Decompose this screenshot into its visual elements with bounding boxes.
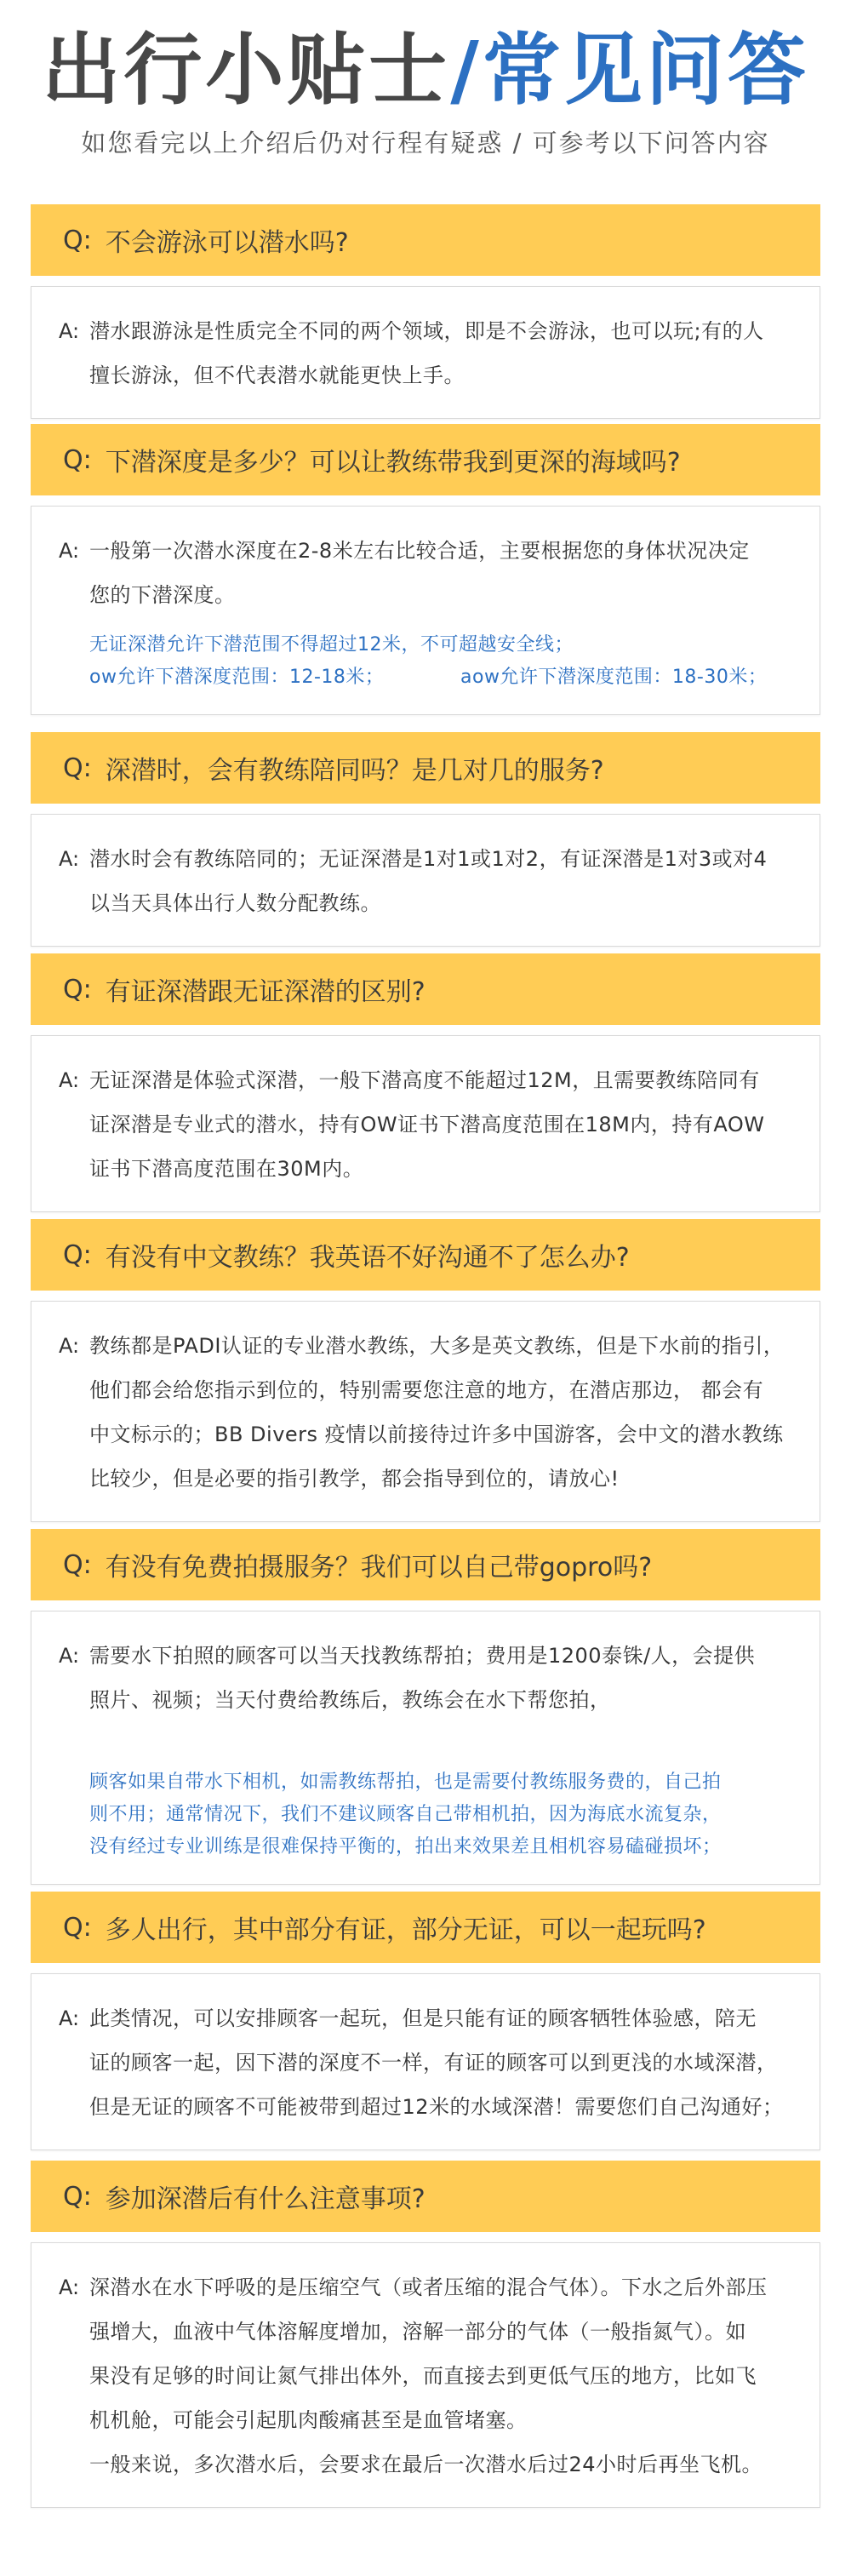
question-prefix: Q: [63, 1239, 92, 1270]
faq-item [31, 1529, 820, 1885]
answer-line: 潜水时会有教练陪同的；无证深潜是1对1或1对2，有证深潜是1对3或对4 [89, 847, 768, 871]
answer-box [31, 2242, 820, 2508]
answer-line: 中文标示的；BB Divers 疫情以前接待过许多中国游客，会中文的潜水教练 [89, 1423, 784, 1446]
answer-line: 一般第一次潜水深度在2-8米左右比较合适，主要根据您的身体状况决定 [89, 539, 750, 563]
faq-item [31, 953, 820, 1212]
answer-line: 需要水下拍照的顾客可以当天找教练帮拍；费用是1200泰铢/人，会提供 [89, 1644, 756, 1668]
aow-depth-note: aow允许下潜深度范围：18-30米； [460, 667, 768, 688]
answer-line: 他们都会给您指示到位的，特别需要您注意的地方，在潜店那边， 都会有 [89, 1378, 764, 1402]
question-bar [31, 953, 820, 1025]
question-text: 有没有免费拍摄服务？我们可以自己带gopro吗? [105, 1553, 653, 1583]
answer-line: 机机舱，可能会引起肌肉酸痛甚至是血管堵塞。 [89, 2408, 528, 2432]
question-text: 深潜时，会有教练陪同吗？是几对几的服务? [105, 756, 604, 786]
answer-prefix: A: [59, 1068, 80, 1092]
question-bar [31, 732, 820, 804]
question-prefix: Q: [63, 2181, 92, 2212]
question-text: 参加深潜后有什么注意事项? [105, 2184, 426, 2214]
answer-line: 您的下潜深度。 [89, 583, 236, 607]
question-text: 下潜深度是多少？可以让教练带我到更深的海域吗? [105, 448, 681, 478]
question-prefix: Q: [63, 753, 92, 783]
faq-item [31, 732, 820, 947]
answer-prefix: A: [59, 319, 80, 343]
question-bar [31, 2161, 820, 2232]
page-header [0, 0, 851, 179]
page-subtitle: 如您看完以上介绍后仍对行程有疑惑 / 可参考以下问答内容 [81, 129, 770, 157]
question-text: 多人出行，其中部分有证，部分无证，可以一起玩吗? [105, 1915, 706, 1945]
answer-line: 无证深潜是体验式深潜，一般下潜高度不能超过12M，且需要教练陪同有 [89, 1068, 760, 1092]
question-bar [31, 204, 820, 276]
ow-depth-note: ow允许下潜深度范围：12-18米； [89, 667, 385, 688]
faq-item [31, 2161, 820, 2508]
answer-box [31, 814, 820, 947]
question-bar [31, 424, 820, 495]
title-faq: /常见问答 [450, 25, 809, 116]
answer-box [31, 506, 820, 715]
answer-line: 比较少，但是必要的指引教学，都会指导到位的，请放心! [89, 1467, 620, 1491]
answer-box [31, 286, 820, 419]
depth-note: 无证深潜允许下潜范围不得超过12米，不可超越安全线； [89, 634, 574, 655]
answer-line: 果没有足够的时间让氮气排出体外，而直接去到更低气压的地方，比如飞 [89, 2364, 757, 2388]
answer-line: 以当天具体出行人数分配教练。 [89, 891, 381, 915]
answer-prefix: A: [59, 2275, 80, 2299]
answer-line: 潜水跟游泳是性质完全不同的两个领域，即是不会游泳，也可以玩;有的人 [89, 319, 764, 343]
question-bar [31, 1529, 820, 1600]
faq-item [31, 1892, 820, 2150]
answer-line: 证的顾客一起，因下潜的深度不一样，有证的顾客可以到更浅的水域深潜， [89, 2051, 778, 2075]
question-prefix: Q: [63, 444, 92, 475]
title-main: 出行小贴士 [42, 25, 451, 116]
answer-prefix: A: [59, 1644, 80, 1668]
question-prefix: Q: [63, 1549, 92, 1580]
answer-line: 此类情况，可以安排顾客一起玩，但是只能有证的顾客牺牲体验感，陪无 [89, 2006, 757, 2030]
question-bar [31, 1892, 820, 1963]
answer-box [31, 1035, 820, 1212]
answer-line: 证书下潜高度范围在30M内。 [89, 1157, 364, 1181]
answer-line: 但是无证的顾客不可能被带到超过12米的水域深潜！需要您们自己沟通好； [89, 2095, 784, 2119]
faq-item [31, 204, 820, 419]
answer-line: 一般来说，多次潜水后，会要求在最后一次潜水后过24小时后再坐飞机。 [89, 2453, 763, 2476]
answer-line: 教练都是PADI认证的专业潜水教练，大多是英文教练，但是下水前的指引， [89, 1334, 785, 1358]
answer-line: 深潜水在水下呼吸的是压缩空气（或者压缩的混合气体）。下水之后外部压 [89, 2275, 768, 2299]
question-bar [31, 1219, 820, 1291]
camera-note: 则不用；通常情况下，我们不建议顾客自己带相机拍，因为海底水流复杂， [89, 1804, 722, 1825]
faq-item [31, 1219, 820, 1522]
answer-box [31, 1301, 820, 1522]
question-prefix: Q: [63, 1912, 92, 1943]
question-text: 不会游泳可以潜水吗? [105, 228, 349, 258]
answer-box [31, 1973, 820, 2150]
depth-note-pair [89, 661, 797, 694]
answer-prefix: A: [59, 539, 80, 563]
answer-line: 擅长游泳，但不代表潜水就能更快上手。 [89, 364, 465, 387]
question-prefix: Q: [63, 225, 92, 255]
question-text: 有证深潜跟无证深潜的区别? [105, 977, 426, 1007]
answer-box [31, 1611, 820, 1885]
answer-line: 强增大，血液中气体溶解度增加，溶解一部分的气体（一般指氮气）。如 [89, 2320, 746, 2344]
answer-line: 证深潜是专业式的潜水，持有OW证书下潜高度范围在18M内，持有AOW [89, 1113, 765, 1136]
page-title [0, 24, 851, 117]
camera-note: 顾客如果自带水下相机，如需教练帮拍，也是需要付教练服务费的，自己拍 [89, 1772, 722, 1793]
question-prefix: Q: [63, 974, 92, 1005]
answer-prefix: A: [59, 2006, 80, 2030]
question-text: 有没有中文教练？我英语不好沟通不了怎么办? [105, 1243, 630, 1273]
faq-item [31, 424, 820, 715]
answer-prefix: A: [59, 1334, 80, 1358]
answer-prefix: A: [59, 847, 80, 871]
camera-note: 没有经过专业训练是很难保持平衡的，拍出来效果差且相机容易磕碰损坏； [89, 1836, 722, 1858]
answer-line: 照片、视频；当天付费给教练后，教练会在水下帮您拍， [89, 1688, 611, 1712]
